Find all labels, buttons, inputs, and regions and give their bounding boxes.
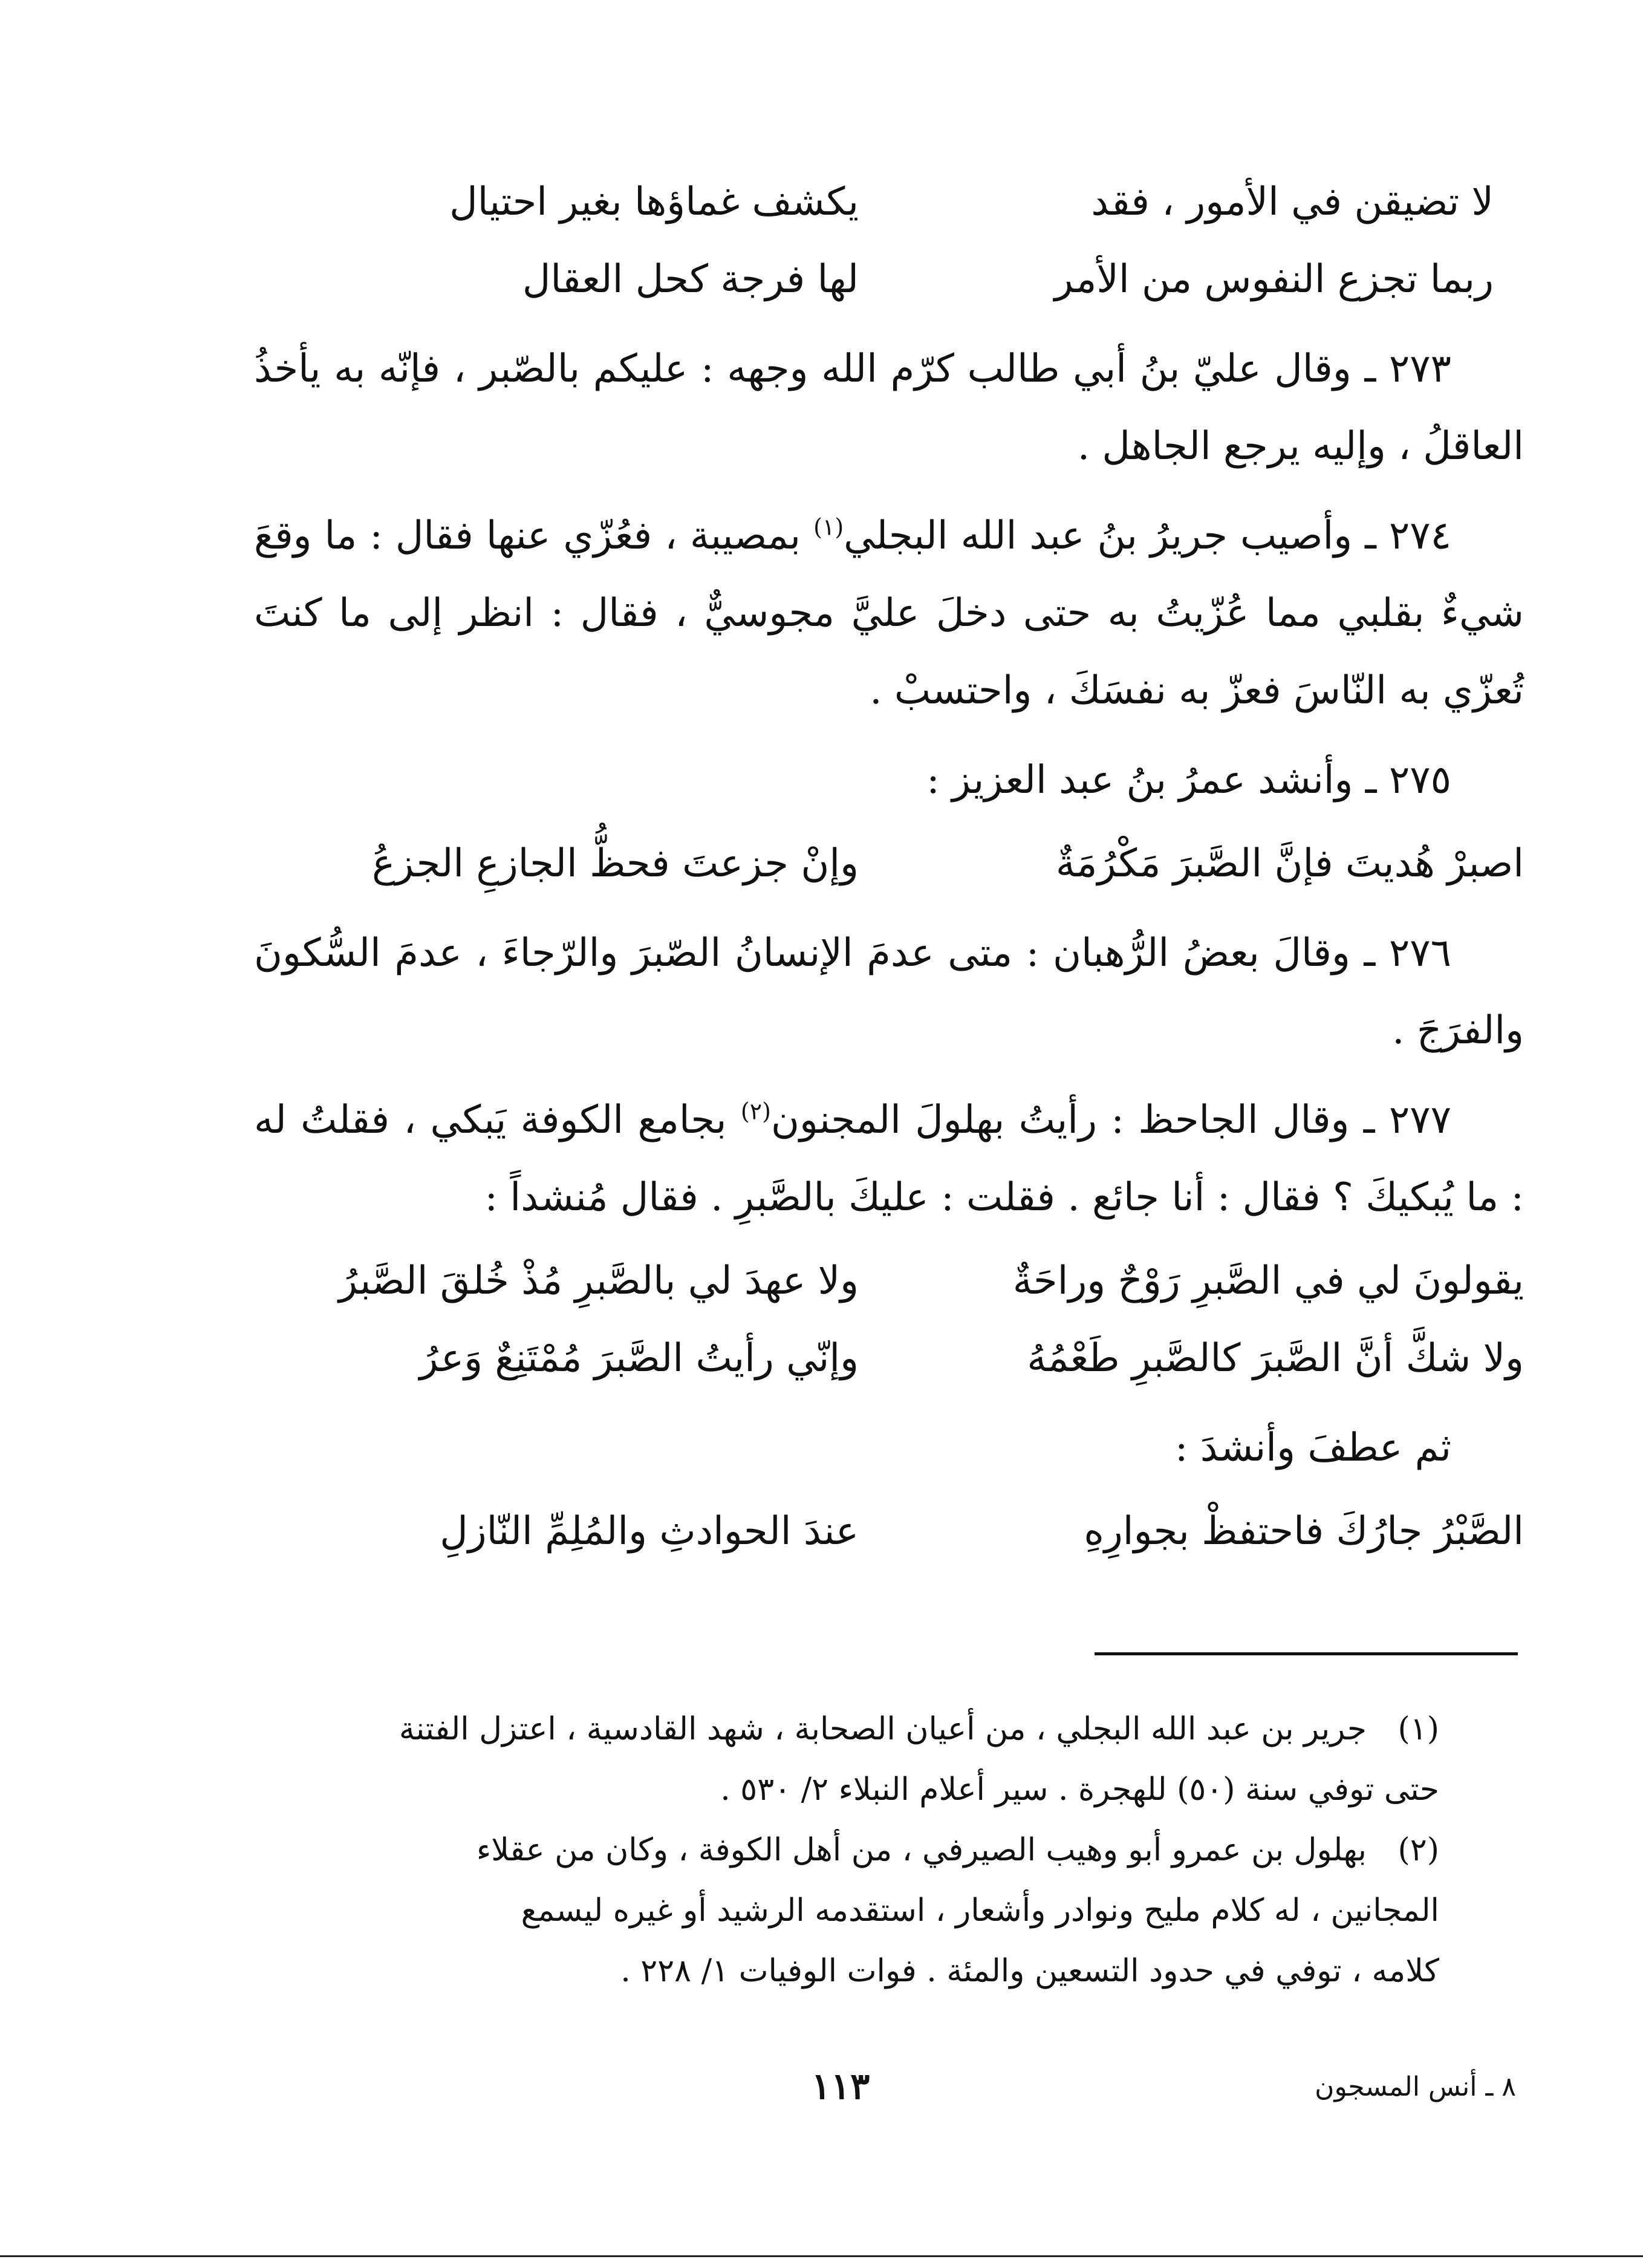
footnote-number: (٢) <box>1397 1832 1439 1868</box>
verse-line <box>254 163 1524 241</box>
page-number: ١١٣ <box>811 2065 870 2108</box>
verse-line <box>254 241 1524 318</box>
paragraph-274-text: ٢٧٤ ـ وأصيب جريرُ بنُ عبد الله البجلي <box>844 513 1452 558</box>
verse-hemistich-left: وإنّي رأيتُ الصَّبرَ مُمْتَنِعٌ وَعرُ <box>419 1336 859 1381</box>
verse-hemistich-right: اصبرْ هُديتَ فإنَّ الصَّبرَ مَكْرُمَةٌ <box>1055 841 1524 886</box>
paragraph-277-text-cont: بجامع الكوفة يَبكي ، فقلتُ له : ما يُبكيكَ ؟ فقال : أنا جائع . فقلت : عليكَ بالصَّبرِ . فقال مُنشداً : <box>254 1098 1524 1220</box>
verse-hemistich-right: الصَّبْرُ جارُكَ فاحتفظْ بجوارِهِ <box>1084 1509 1524 1554</box>
footnote-2-cont <box>254 1941 1439 2001</box>
footnote-line: حتى توفي سنة (٥٠) للهجرة . سير أعلام النبلاء ٢/ ٥٣٠ . <box>720 1771 1439 1808</box>
verse-hemistich-right: ربما تجزع النفوس من الأمر <box>1054 257 1494 302</box>
footnote-1 <box>254 1699 1439 1759</box>
verse-hemistich-left: عندَ الحوادثِ والمُلِمِّ النّازلِ <box>440 1509 859 1554</box>
verse-hemistich-left: ولا عهدَ لي بالصَّبرِ مُذْ خُلقَ الصَّبرُ <box>339 1259 859 1303</box>
footnote-line: بهلول بن عمرو أبو وهيب الصيرفي ، من أهل الكوفة ، وكان من عقلاء <box>476 1832 1367 1868</box>
paragraph-then: ثم عطفَ وأنشدَ : <box>1174 1426 1451 1470</box>
paragraph-274 <box>254 497 1524 729</box>
footnote-ref-2: (٢) <box>740 1098 771 1125</box>
footnote-line: جرير بن عبد الله البجلي ، من أعيان الصحابة ، شهد القادسية ، اعتزل الفتنة <box>399 1711 1367 1747</box>
footnote-ref-1: (١) <box>813 513 844 541</box>
paragraph-277 <box>254 1081 1524 1236</box>
verse-line <box>254 1242 1524 1320</box>
footnote-1-cont <box>254 1760 1439 1819</box>
paragraph-273: ٢٧٣ ـ وقال عليّ بنُ أبي طالب كرّم الله وجهه : عليكم بالصّبر ، فإنّه به يأخذُ العاقلُ ، وإليه يرجع الجاهل . <box>254 347 1524 469</box>
footnote-line: كلامه ، توفي في حدود التسعين والمئة . فوات الوفيات ١/ ٢٢٨ . <box>620 1953 1439 1989</box>
verse-hemistich-left: لها فرجة كحل العقال <box>522 257 859 302</box>
verse-hemistich-right: ولا شكَّ أنَّ الصَّبرَ كالصَّبرِ طَعْمُهُ <box>1027 1336 1524 1381</box>
verse-hemistich-left: يكشف غماؤها بغير احتيال <box>449 180 859 224</box>
verse-line <box>254 1320 1524 1397</box>
verse-hemistich-left: وإنْ جزعتَ فحظُّ الجازعِ الجزعُ <box>372 841 859 886</box>
paragraph-275: ٢٧٥ ـ وأنشد عمرُ بنُ عبد العزيز : <box>926 758 1451 803</box>
footnote-divider <box>1095 1652 1518 1655</box>
verse-hemistich-right: لا تضيقن في الأمور ، فقد <box>1091 180 1494 224</box>
main-text <box>254 163 1524 1570</box>
footnote-number: (١) <box>1397 1711 1439 1747</box>
footnote-2 <box>254 1820 1439 1880</box>
verse-line <box>254 1493 1524 1570</box>
footnote-2-cont <box>254 1881 1439 1940</box>
paragraph-276: ٢٧٦ ـ وقالَ بعضُ الرُّهبان : متى عدمَ الإنسانُ الصّبرَ والرّجاءَ ، عدمَ السُّكونَ والفرَجَ . <box>254 931 1524 1053</box>
footnotes <box>254 1699 1439 2002</box>
verse-line <box>254 825 1524 902</box>
scan-edge-line <box>0 2255 1643 2257</box>
verse-hemistich-right: يقولونَ لي في الصَّبرِ رَوْحٌ وراحَةٌ <box>1012 1259 1524 1303</box>
running-footer: ٨ ـ أنس المسجون <box>1315 2071 1516 2102</box>
paragraph-274-text-cont: بمصيبة ، فعُزّي عنها فقال : ما وقعَ شيءٌ بقلبي مما عُزّيتُ به حتى دخلَ عليَّ مجوسيٌّ ، فقال : انظر إلى ما كنتَ تُعزّي به النّاسَ فعزّ به نفسَكَ ، واحتسبْ . <box>254 513 1524 713</box>
footnote-line: المجانين ، له كلام مليح ونوادر وأشعار ، استقدمه الرشيد أو غيره ليسمع <box>521 1892 1439 1929</box>
paragraph-277-text: ٢٧٧ ـ وقال الجاحظ : رأيتُ بهلولَ المجنون <box>770 1098 1452 1142</box>
